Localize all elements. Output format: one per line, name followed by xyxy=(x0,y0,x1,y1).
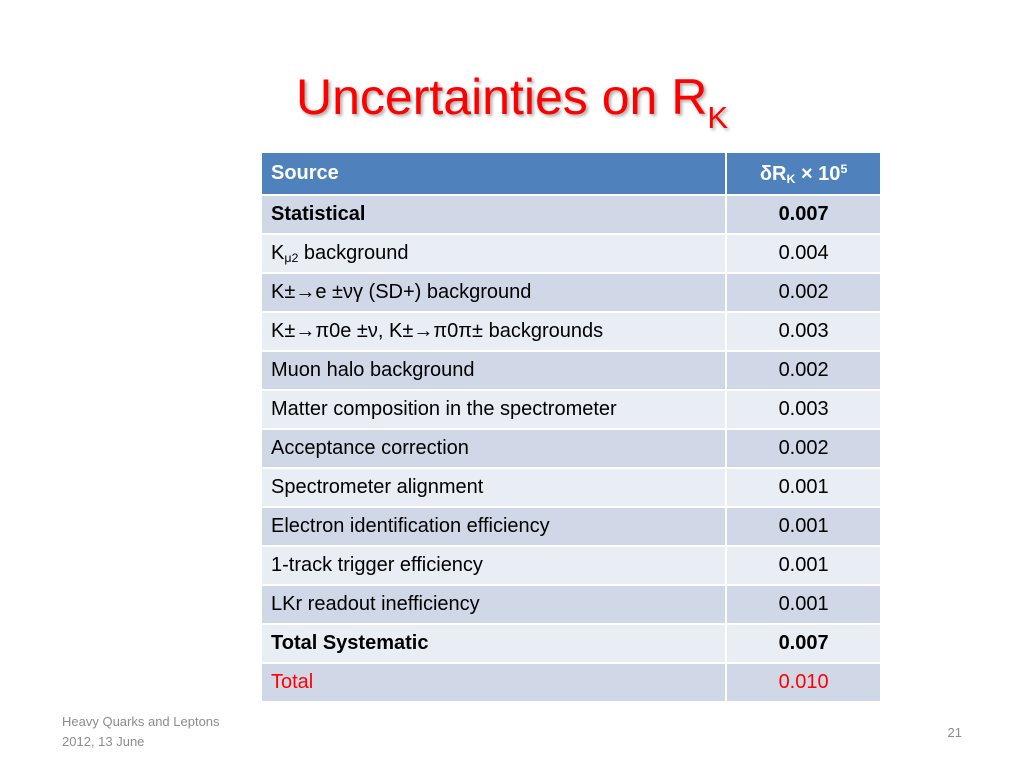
row-value: 0.002 xyxy=(726,351,881,390)
table-row-total xyxy=(262,663,881,702)
row-source: Spectrometer alignment xyxy=(262,468,726,507)
uncertainties-table xyxy=(262,153,882,703)
row-value: 0.002 xyxy=(726,273,881,312)
table-row xyxy=(262,429,881,468)
table-row xyxy=(262,312,881,351)
row-value: 0.001 xyxy=(726,507,881,546)
row-source: Acceptance correction xyxy=(262,429,726,468)
row-source: Muon halo background xyxy=(262,351,726,390)
row-value: 0.003 xyxy=(726,312,881,351)
row-source: Total Systematic xyxy=(262,624,726,663)
table-row-total-systematic xyxy=(262,624,881,663)
table-row xyxy=(262,195,881,234)
slide-title xyxy=(0,62,1024,139)
table-row xyxy=(262,351,881,390)
row-value: 0.007 xyxy=(726,624,881,663)
row-value: 0.001 xyxy=(726,468,881,507)
row-source: Electron identification efficiency xyxy=(262,507,726,546)
table-row xyxy=(262,546,881,585)
row-source: Kμ2 background xyxy=(262,234,726,273)
slide-title-subscript: K xyxy=(707,100,728,135)
slide-title-text: Uncertainties on R xyxy=(296,69,708,125)
row-value: 0.001 xyxy=(726,546,881,585)
header-value: $\delta RK \times 10^5$ xyxy=(726,153,881,195)
row-source: K±→π0e ±ν, K±→π0π± backgrounds xyxy=(262,312,726,351)
row-value: 0.010 xyxy=(726,663,881,702)
row-value: 0.007 xyxy=(726,195,881,234)
row-source: K±→e ±νγ (SD+) background xyxy=(262,273,726,312)
table-row xyxy=(262,507,881,546)
table-row xyxy=(262,234,881,273)
row-source: Total xyxy=(262,663,726,702)
row-source: Statistical xyxy=(262,195,726,234)
row-value: 0.002 xyxy=(726,429,881,468)
row-source: LKr readout inefficiency xyxy=(262,585,726,624)
header-source: Source xyxy=(262,153,726,195)
row-value: 0.003 xyxy=(726,390,881,429)
table-row xyxy=(262,390,881,429)
table-row xyxy=(262,468,881,507)
row-source: 1-track trigger efficiency xyxy=(262,546,726,585)
row-source: Matter composition in the spectrometer xyxy=(262,390,726,429)
footer-line-2: 2012, 13 June xyxy=(62,734,145,749)
table-row xyxy=(262,585,881,624)
row-value: 0.004 xyxy=(726,234,881,273)
table-header-row xyxy=(262,153,881,195)
row-value: 0.001 xyxy=(726,585,881,624)
footer-line-1: Heavy Quarks and Leptons xyxy=(62,714,220,729)
page-number: 21 xyxy=(947,725,962,740)
table-row xyxy=(262,273,881,312)
footer-conference xyxy=(62,712,262,752)
